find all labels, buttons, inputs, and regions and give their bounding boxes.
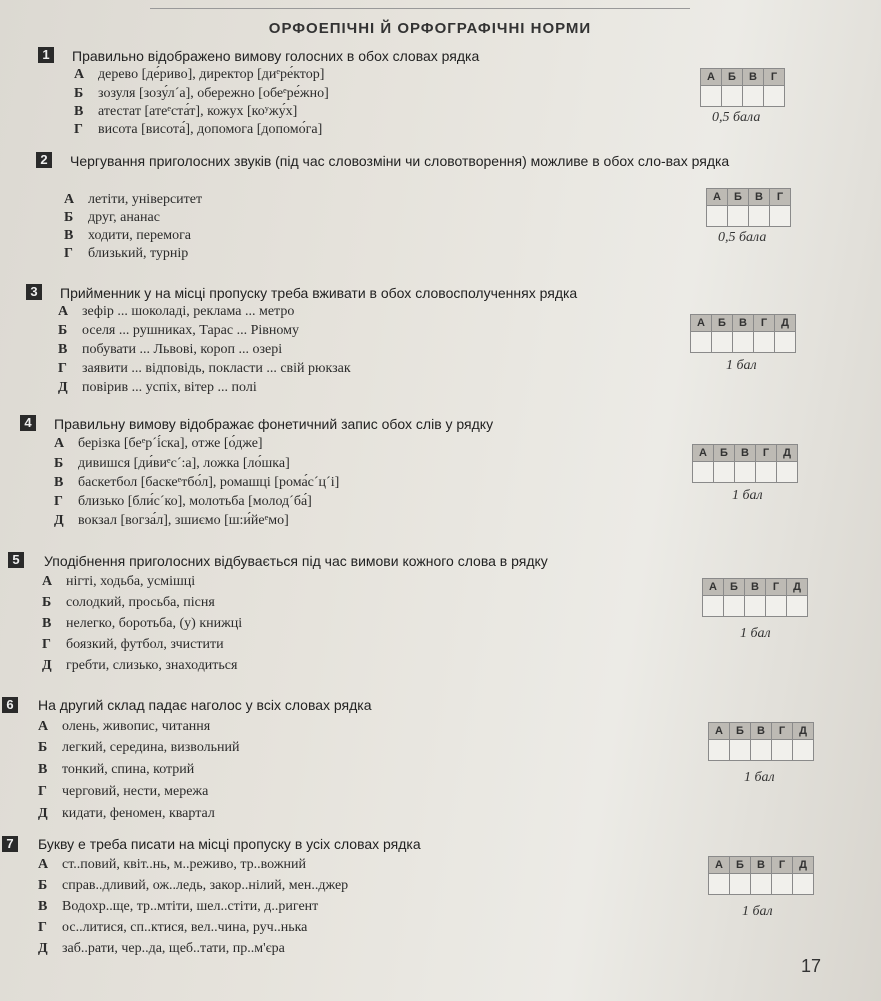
answer-option: А дерево [де́риво], директор [диᵉре́ктор] (74, 67, 325, 82)
task-question: Уподібнення приголосних відбувається під час вимови кожного слова в рядку (44, 553, 548, 569)
answer-option: Б легкий, середина, визвольний (38, 740, 240, 755)
task-number: 6 (2, 697, 18, 713)
task-question: На другий склад падає наголос у всіх словах рядка (38, 697, 372, 713)
task-question: Правильно відображено вимову голосних в обох словах рядка (72, 48, 480, 64)
page-number: 17 (800, 956, 821, 976)
answer-grid[interactable]: А Б В Г Д (702, 578, 808, 617)
answer-option: Б друг, ананас (64, 210, 160, 225)
answer-option: А берізка [беᵉр´і́ска], отже [о́дже] (54, 436, 263, 451)
task-question: Прийменник у на місці пропуску треба вживати в обох словосполученнях рядка (60, 285, 578, 301)
answer-option: Г близький, турнір (64, 246, 189, 261)
task-question: Правильну вимову відображає фонетичний запис обох слів у рядку (54, 416, 494, 432)
answer-option: Б справ..дливий, ож..ледь, закор..нілий, мен..джер (38, 878, 349, 893)
task-number: 1 (38, 47, 54, 63)
answer-option: Д заб..рати, чер..да, щеб..тати, пр..м'єра (38, 941, 285, 956)
answer-option: Д гребти, слизько, знаходиться (42, 658, 238, 673)
points-label: 0,5 бала (718, 230, 767, 245)
answer-grid[interactable]: А Б В Г Д (690, 314, 796, 353)
points-label: 1 бал (740, 626, 771, 641)
answer-option: В баскетбол [баскеᵉтбо́л], ромашці [рома́с´ц´і] (54, 475, 340, 490)
answer-option: В ходити, перемога (64, 228, 192, 243)
answer-option: В нелегко, боротьба, (у) книжці (42, 616, 243, 631)
answer-option: А зефір ... шоколаді, реклама ... метро (58, 304, 295, 319)
answer-grid[interactable]: А Б В Г Д (708, 722, 814, 761)
top-divider (150, 0, 690, 9)
answer-option: Д повірив ... успіх, вітер ... полі (58, 380, 257, 395)
answer-option: В атестат [атеᵉста́т], кожух [коʸжу́х] (74, 104, 298, 119)
answer-grid[interactable]: А Б В Г (700, 68, 785, 107)
answer-option: Д кидати, феномен, квартал (38, 806, 215, 821)
points-label: 1 бал (744, 770, 775, 785)
points-label: 1 бал (726, 358, 757, 373)
answer-option: В Водохр..ще, тр..мтіти, шел..стіти, д..ригент (38, 899, 319, 914)
answer-option: Г боязкий, футбол, зчистити (42, 637, 224, 652)
task-number: 5 (8, 552, 24, 568)
answer-option: Б солодкий, просьба, пісня (42, 595, 215, 610)
task-number: 3 (26, 284, 42, 300)
answer-option: А ст..повий, квіт..нь, м..реживо, тр..вожний (38, 857, 306, 872)
answer-option: А нігті, ходьба, усмішці (42, 574, 196, 589)
points-label: 0,5 бала (712, 110, 761, 125)
answer-option: В побувати ... Львові, короп ... озері (58, 342, 283, 357)
task-question: Чергування приголосних звуків (під час словозміни чи словотворення) можливе в обох сло-вах рядка (70, 153, 730, 169)
task-question: Букву е треба писати на місці пропуску в усіх словах рядка (38, 836, 421, 852)
answer-option: Г висота [висота́], допомога [допомо́га] (74, 122, 323, 137)
answer-option: Г ос..литися, сп..ктися, вел..чина, руч..нька (38, 920, 308, 935)
answer-option: А летіти, університет (64, 192, 203, 207)
task-number: 7 (2, 836, 18, 852)
answer-grid[interactable]: А Б В Г (706, 188, 791, 227)
answer-option: В тонкий, спина, котрий (38, 762, 195, 777)
points-label: 1 бал (742, 904, 773, 919)
answer-option: Д вокзал [вогза́л], зшиємо [ш:и́йеᵉмо] (54, 513, 289, 528)
task-number: 4 (20, 415, 36, 431)
answer-option: Б дивишся [ди́виᵉс´:а], ложка [ло́шка] (54, 456, 290, 471)
answer-option: Г близько [бли́с´ко], молотьба [молод´ба́] (54, 494, 312, 509)
points-label: 1 бал (732, 488, 763, 503)
page-title: ОРФОЕПІЧНІ Й ОРФОГРАФІЧНІ НОРМИ (268, 20, 592, 37)
answer-option: Г черговий, нести, мережа (38, 784, 209, 799)
answer-grid[interactable]: А Б В Г Д (708, 856, 814, 895)
answer-option: Г заявити ... відповідь, покласти ... свій рюкзак (58, 361, 351, 376)
answer-option: Б зозуля [зозу́л´а], обережно [обеᵉре́жно] (74, 86, 329, 101)
answer-option: Б оселя ... рушниках, Тарас ... Рівному (58, 323, 299, 338)
answer-grid[interactable]: А Б В Г Д (692, 444, 798, 483)
answer-option: А олень, живопис, читання (38, 719, 211, 734)
task-number: 2 (36, 152, 52, 168)
